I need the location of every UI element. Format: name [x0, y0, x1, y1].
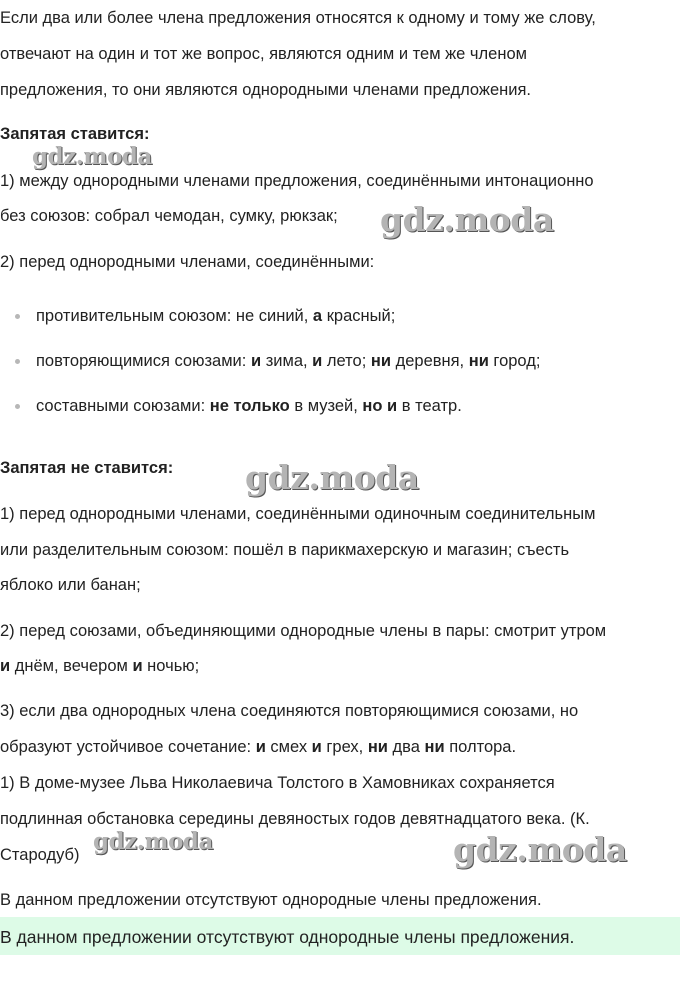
bullet-text: составными союзами:: [36, 397, 210, 415]
watermark-logo: gdz.moda: [32, 143, 152, 170]
bullet-bold: ни: [370, 352, 391, 370]
bullet-text: повторяющимися союзами:: [36, 352, 251, 370]
bullet-text: деревня,: [391, 352, 469, 370]
bullet-text: зима,: [261, 352, 313, 370]
bullet-item-1: [36, 306, 395, 326]
bullet-dot: [15, 404, 20, 409]
bullet-text: город;: [488, 352, 541, 370]
intro-line-2: отвечают на один и тот же вопрос, являются одним и тем же членом: [0, 45, 527, 63]
example-line-3: Стародуб): [0, 846, 80, 864]
inline-bold: ни: [367, 738, 388, 756]
rule-no-2-line-1: 2) перед союзами, объединяющими однородные члены в пары: смотрит утром: [0, 622, 607, 640]
inline-text: смех: [265, 738, 312, 756]
bullet-item-3: [36, 396, 462, 416]
intro-line-3: предложения, то они являются однородными членами предложения.: [0, 81, 531, 99]
rule-no-2-line-2: [0, 656, 199, 676]
bullet-text: красный;: [322, 307, 396, 325]
rule-yes-1-line-1: 1) между однородными членами предложения, соединёнными интонационно: [0, 172, 594, 190]
example-line-1: 1) В доме-музее Льва Николаевича Толстого в Хамовниках сохраняется: [0, 774, 555, 792]
rule-no-3-line-2: [0, 737, 516, 757]
rule-yes-2: 2) перед однородными членами, соединёнными:: [0, 253, 375, 271]
bullet-bold: а: [312, 307, 323, 325]
inline-text: ночью;: [142, 657, 200, 675]
heading-comma-yes: Запятая ставится:: [0, 125, 150, 143]
inline-text: два: [387, 738, 425, 756]
bullet-text: в музей,: [289, 397, 363, 415]
bullet-bold: и: [312, 352, 323, 370]
watermark-logo: gdz.moda: [380, 200, 554, 239]
inline-bold: и: [311, 738, 322, 756]
watermark-logo: gdz.moda: [453, 830, 627, 869]
bullet-text: в театр.: [397, 397, 462, 415]
bullet-dot: [15, 314, 20, 319]
rule-yes-1-line-2: без союзов: собрал чемодан, сумку, рюкзак;: [0, 207, 338, 225]
bullet-text: лето;: [322, 352, 371, 370]
inline-bold: и: [132, 657, 143, 675]
example-line-2: подлинная обстановка середины девяностых годов девятнадцатого века. (К.: [0, 810, 590, 828]
inline-bold: и: [0, 657, 11, 675]
bullet-bold: не только: [209, 397, 290, 415]
watermark-logo: gdz.moda: [93, 828, 213, 855]
bullet-text: противительным союзом: не синий,: [36, 307, 313, 325]
heading-comma-no: Запятая не ставится:: [0, 459, 174, 477]
inline-text: грех,: [321, 738, 368, 756]
bullet-dot: [15, 359, 20, 364]
inline-text: образуют устойчивое сочетание:: [0, 738, 256, 756]
bullet-item-2: [36, 351, 540, 371]
inline-bold: ни: [424, 738, 445, 756]
rule-no-1-line-1: 1) перед однородными членами, соединёнными одиночным соединительным: [0, 505, 596, 523]
inline-text: полтора.: [444, 738, 517, 756]
bullet-bold: но и: [362, 397, 398, 415]
answer-line: В данном предложении отсутствуют однородные члены предложения.: [0, 891, 542, 909]
inline-bold: и: [255, 738, 266, 756]
rule-no-1-line-2: или разделительным союзом: пошёл в парикмахерскую и магазин; съесть: [0, 541, 570, 559]
rule-no-3-line-1: 3) если два однородных члена соединяются повторяющимися союзами, но: [0, 702, 579, 720]
inline-text: днём, вечером: [10, 657, 133, 675]
intro-line-1: Если два или более члена предложения относятся к одному и тому же слову,: [0, 9, 596, 27]
answer-highlighted: В данном предложении отсутствуют однородные члены предложения.: [0, 927, 575, 947]
bullet-bold: и: [250, 352, 262, 370]
rule-no-1-line-3: яблоко или банан;: [0, 576, 141, 594]
bullet-bold: ни: [468, 352, 489, 370]
watermark-logo: gdz.moda: [245, 458, 419, 497]
